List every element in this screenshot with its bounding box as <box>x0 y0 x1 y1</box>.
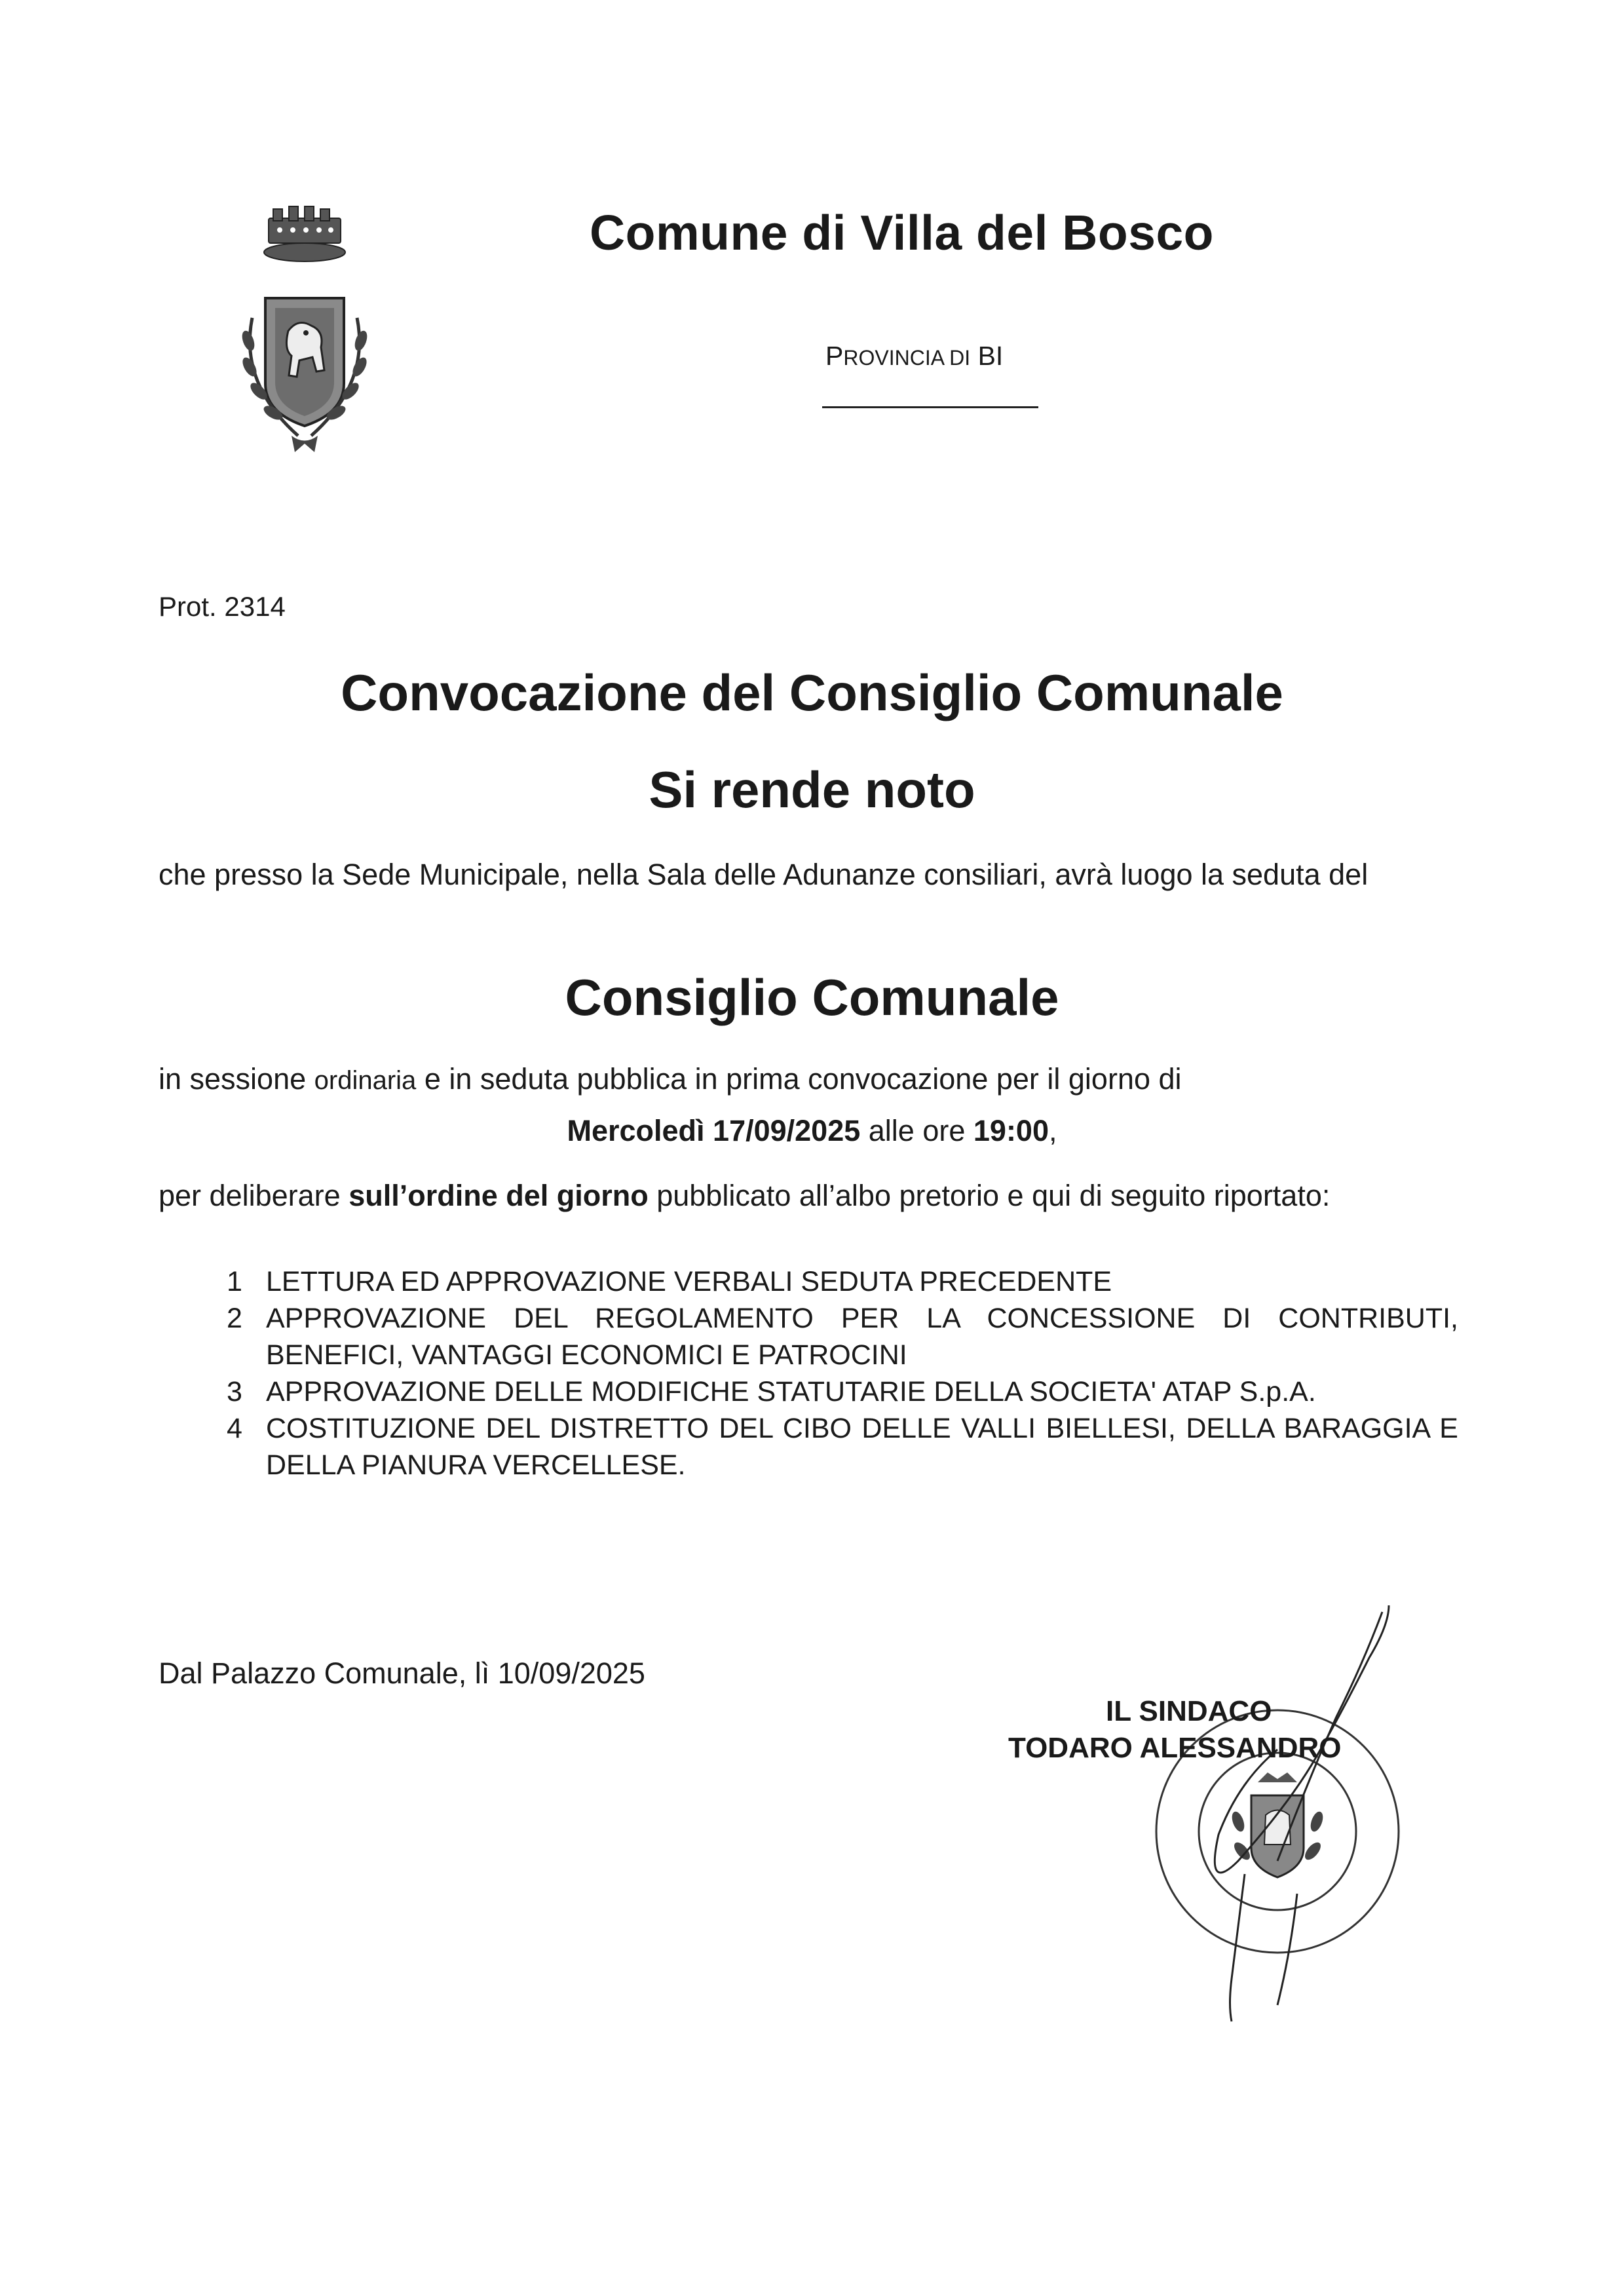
agenda-item-text: APPROVAZIONE DEL REGOLAMENTO PER LA CONCESSIONE DI CONTRIBUTI, BENEFICI, VANTAGGI ECONOMICI E PATROCINI <box>266 1303 1458 1371</box>
agenda-item-text: COSTITUZIONE DEL DISTRETTO DEL CIBO DELLE VALLI BIELLESI, DELLA BARAGGIA E DELLA PIANURA VERCELLESE. <box>266 1413 1458 1481</box>
agenda-item-number: 2 <box>227 1303 242 1334</box>
notice-heading: Si rende noto <box>649 761 975 818</box>
comune-title: Comune di Villa del Bosco <box>590 205 1214 260</box>
official-stamp-signature-icon <box>1081 1586 1422 2044</box>
agenda-item <box>227 1410 1458 1483</box>
agenda-item-number: 3 <box>227 1376 242 1407</box>
session-text-start: in sessione <box>159 1062 307 1096</box>
council-heading: Consiglio Comunale <box>565 968 1059 1026</box>
meeting-time-suffix: , <box>1048 1114 1057 1147</box>
meeting-time-prefix: alle ore <box>868 1114 966 1147</box>
agenda-item <box>227 1263 1458 1300</box>
municipal-crest-icon <box>226 200 383 459</box>
signer-name: TODARO ALESSANDRO <box>1008 1732 1342 1764</box>
agenda-item-text: APPROVAZIONE DELLE MODIFICHE STATUTARIE DELLA SOCIETA' ATAP S.p.A. <box>266 1376 1316 1407</box>
agenda-item-number: 4 <box>227 1413 242 1444</box>
provincia-label <box>825 341 1003 372</box>
meeting-date: Mercoledì 17/09/2025 <box>567 1114 861 1147</box>
provincia-underline <box>822 406 1038 408</box>
provincia-code: BI <box>977 341 1004 371</box>
protocol-number: Prot. 2314 <box>159 591 286 622</box>
document-title: Convocazione del Consiglio Comunale <box>341 664 1283 721</box>
session-type: ordinaria <box>314 1066 417 1095</box>
place-date: Dal Palazzo Comunale, lì 10/09/2025 <box>159 1656 645 1690</box>
deliberate-bold: sull’ordine del giorno <box>349 1179 649 1212</box>
provincia-prefix: P <box>825 341 844 371</box>
signer-role: IL SINDACO <box>1106 1695 1272 1727</box>
agenda-item <box>227 1300 1458 1373</box>
deliberate-suffix: pubblicato all’albo pretorio e qui di seguito riportato: <box>656 1179 1331 1212</box>
agenda-item-text: LETTURA ED APPROVAZIONE VERBALI SEDUTA PRECEDENTE <box>266 1266 1112 1297</box>
deliberate-prefix: per deliberare <box>159 1179 341 1212</box>
deliberate-paragraph <box>159 1173 1465 1219</box>
meeting-time: 19:00 <box>973 1114 1049 1147</box>
session-paragraph <box>159 1056 1465 1103</box>
session-text-end: e in seduta pubblica in prima convocazione per il giorno di <box>424 1062 1182 1096</box>
agenda-list <box>227 1263 1458 1483</box>
intro-paragraph: che presso la Sede Municipale, nella Sala delle Adunanze consiliari, avrà luogo la seduta del <box>159 858 1369 891</box>
meeting-datetime <box>0 1114 1624 1148</box>
agenda-item-number: 1 <box>227 1266 242 1297</box>
provincia-smallcaps: ROVINCIA DI <box>843 346 971 370</box>
agenda-item <box>227 1373 1458 1410</box>
